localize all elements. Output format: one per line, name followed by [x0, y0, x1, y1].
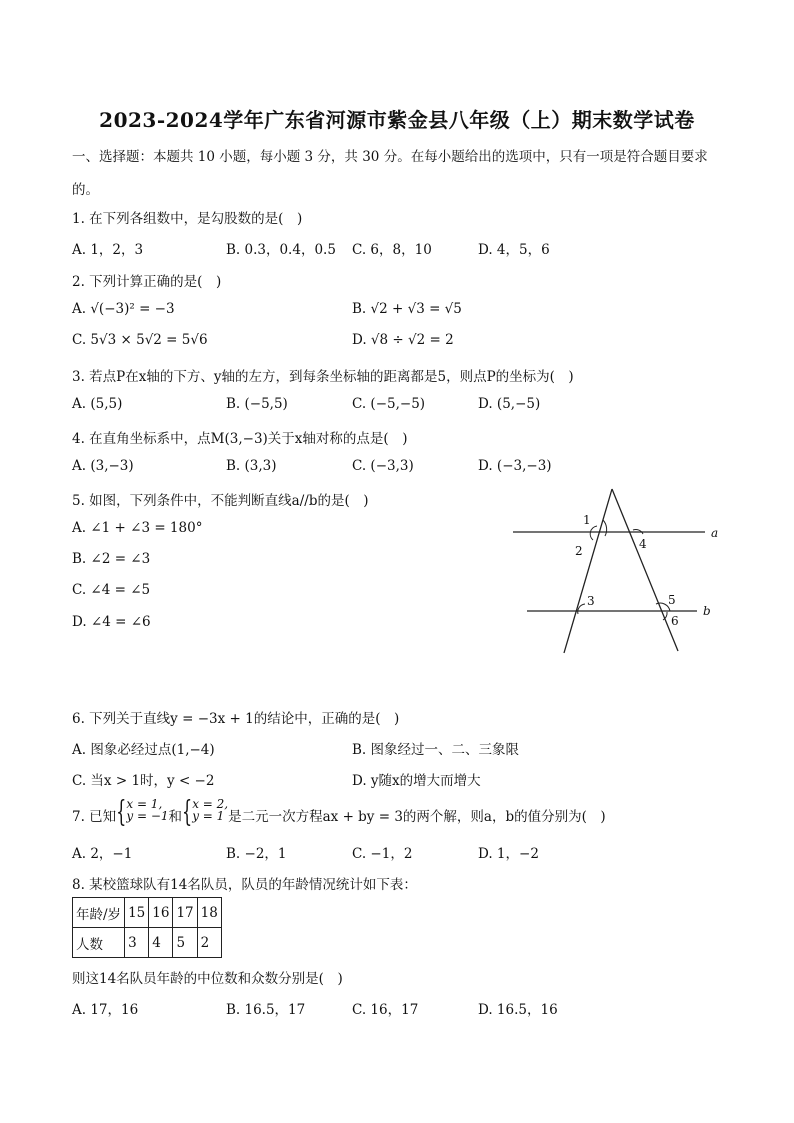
q6-option-d[interactable]: D. y随x的增大而增大: [352, 773, 481, 789]
q7-brace-2: {: [182, 794, 193, 829]
table-cell: 3: [125, 928, 149, 958]
angle-label-5: 5: [668, 593, 676, 607]
q7-brace-1: {: [116, 794, 127, 829]
q3-option-a[interactable]: A. (5,5): [72, 396, 123, 412]
q3-option-b[interactable]: B. (−5,5): [226, 396, 288, 412]
q2-option-d[interactable]: D. √8 ÷ √2 = 2: [352, 332, 454, 348]
q7-option-d[interactable]: D. 1，−2: [478, 846, 539, 862]
table-cell: 15: [125, 898, 149, 928]
q5-option-b[interactable]: B. ∠2 = ∠3: [72, 551, 151, 567]
table-cell: 人数: [73, 928, 125, 958]
q6-option-a[interactable]: A. 图象必经过点(1,−4): [72, 742, 215, 758]
q3-option-c[interactable]: C. (−5,−5): [352, 396, 426, 412]
section-instruction-line1: 一、选择题：本题共 10 小题，每小题 3 分，共 30 分。在每小题给出的选项中，只有一项是符合题目要求: [72, 149, 708, 165]
q7-stem: [72, 794, 606, 831]
q3-option-d[interactable]: D. (5,−5): [478, 396, 541, 412]
angle-label-2: 2: [575, 544, 583, 558]
table-cell: 年龄/岁: [73, 898, 125, 928]
q4-option-a[interactable]: A. (3,−3): [72, 458, 134, 474]
q6-stem: 6. 下列关于直线y = −3x + 1的结论中，正确的是( ): [72, 711, 400, 727]
q8-stem: 8. 某校篮球队有14名队员，队员的年龄情况统计如下表：: [72, 877, 417, 893]
q6-option-c[interactable]: C. 当x > 1时，y < −2: [72, 773, 215, 789]
q4-option-d[interactable]: D. (−3,−3): [478, 458, 552, 474]
table-row: [73, 898, 222, 928]
angle-label-3: 3: [587, 594, 595, 608]
angle-label-6: 6: [671, 614, 679, 628]
age-table: [72, 897, 222, 958]
table-cell: 4: [149, 928, 173, 958]
q2-stem: 2. 下列计算正确的是( ): [72, 274, 222, 290]
q3-stem: 3. 若点P在x轴的下方、y轴的左方，到每条坐标轴的距离都是5，则点P的坐标为( ): [72, 369, 574, 385]
q4-stem: 4. 在直角坐标系中，点M(3,−3)关于x轴对称的点是( ): [72, 431, 408, 447]
q4-option-c[interactable]: C. (−3,3): [352, 458, 414, 474]
q2-option-b[interactable]: B. √2 + √3 = √5: [352, 301, 462, 317]
line-label-a: a: [711, 526, 719, 540]
table-cell: 18: [197, 898, 221, 928]
q5-option-a[interactable]: A. ∠1 + ∠3 = 180°: [72, 520, 203, 536]
table-row: [73, 928, 222, 958]
page-title: 2023-2024学年广东省河源市紫金县八年级（上）期末数学试卷: [99, 108, 695, 132]
q8-option-b[interactable]: B. 16.5，17: [226, 1002, 306, 1018]
q7-system-1: [126, 798, 168, 822]
q7-option-a[interactable]: A. 2，−1: [72, 846, 133, 862]
transversal-right: [612, 489, 678, 651]
section-instruction-line2: 的。: [72, 182, 99, 198]
table-cell: 17: [173, 898, 197, 928]
q1-option-c[interactable]: C. 6，8，10: [352, 242, 432, 258]
q7-option-c[interactable]: C. −1，2: [352, 846, 413, 862]
angle-arc-1: [590, 526, 597, 540]
q1-option-a[interactable]: A. 1，2，3: [72, 242, 144, 258]
q1-option-d[interactable]: D. 4，5，6: [478, 242, 550, 258]
q7-option-b[interactable]: B. −2，1: [226, 846, 287, 862]
q5-stem: 5. 如图，下列条件中，不能判断直线a//b的是( ): [72, 493, 369, 509]
q7-suffix: 是二元一次方程ax + by = 3的两个解，则a，b的值分别为( ): [228, 809, 606, 825]
q8-option-a[interactable]: A. 17，16: [72, 1002, 139, 1018]
q6-option-b[interactable]: B. 图象经过一、二、三象限: [352, 742, 520, 758]
angle-label-1: 1: [583, 513, 591, 527]
q2-option-a[interactable]: A. √(−3)² = −3: [72, 301, 175, 317]
q1-option-b[interactable]: B. 0.3，0.4，0.5: [226, 242, 336, 258]
q7-system-1-bottom: y = −1: [126, 808, 169, 823]
angle-arc-2: [603, 520, 607, 536]
q1-stem: 1. 在下列各组数中，是勾股数的是( ): [72, 211, 303, 227]
angle-label-4: 4: [639, 537, 647, 551]
q4-option-b[interactable]: B. (3,3): [226, 458, 277, 474]
q8-after-text: 则这14名队员年龄的中位数和众数分别是( ): [72, 971, 343, 987]
table-cell: 16: [149, 898, 173, 928]
q8-option-c[interactable]: C. 16，17: [352, 1002, 419, 1018]
q8-option-d[interactable]: D. 16.5，16: [478, 1002, 558, 1018]
q2-option-c[interactable]: C. 5√3 × 5√2 = 5√6: [72, 332, 208, 348]
angle-arc-3: [578, 604, 585, 614]
q7-mid: 和: [168, 809, 183, 825]
parallel-lines-figure: [505, 484, 735, 659]
q7-prefix: 7. 已知: [72, 809, 117, 825]
table-cell: 5: [173, 928, 197, 958]
table-cell: 2: [197, 928, 221, 958]
line-label-b: b: [703, 604, 711, 618]
q7-system-2: [192, 798, 228, 822]
q5-option-c[interactable]: C. ∠4 = ∠5: [72, 582, 151, 598]
q7-system-2-bottom: y = 1: [192, 808, 225, 823]
q5-option-d[interactable]: D. ∠4 = ∠6: [72, 614, 151, 630]
q7-system-2-top: x = 2,: [192, 796, 229, 811]
q7-system-1-top: x = 1,: [126, 796, 163, 811]
